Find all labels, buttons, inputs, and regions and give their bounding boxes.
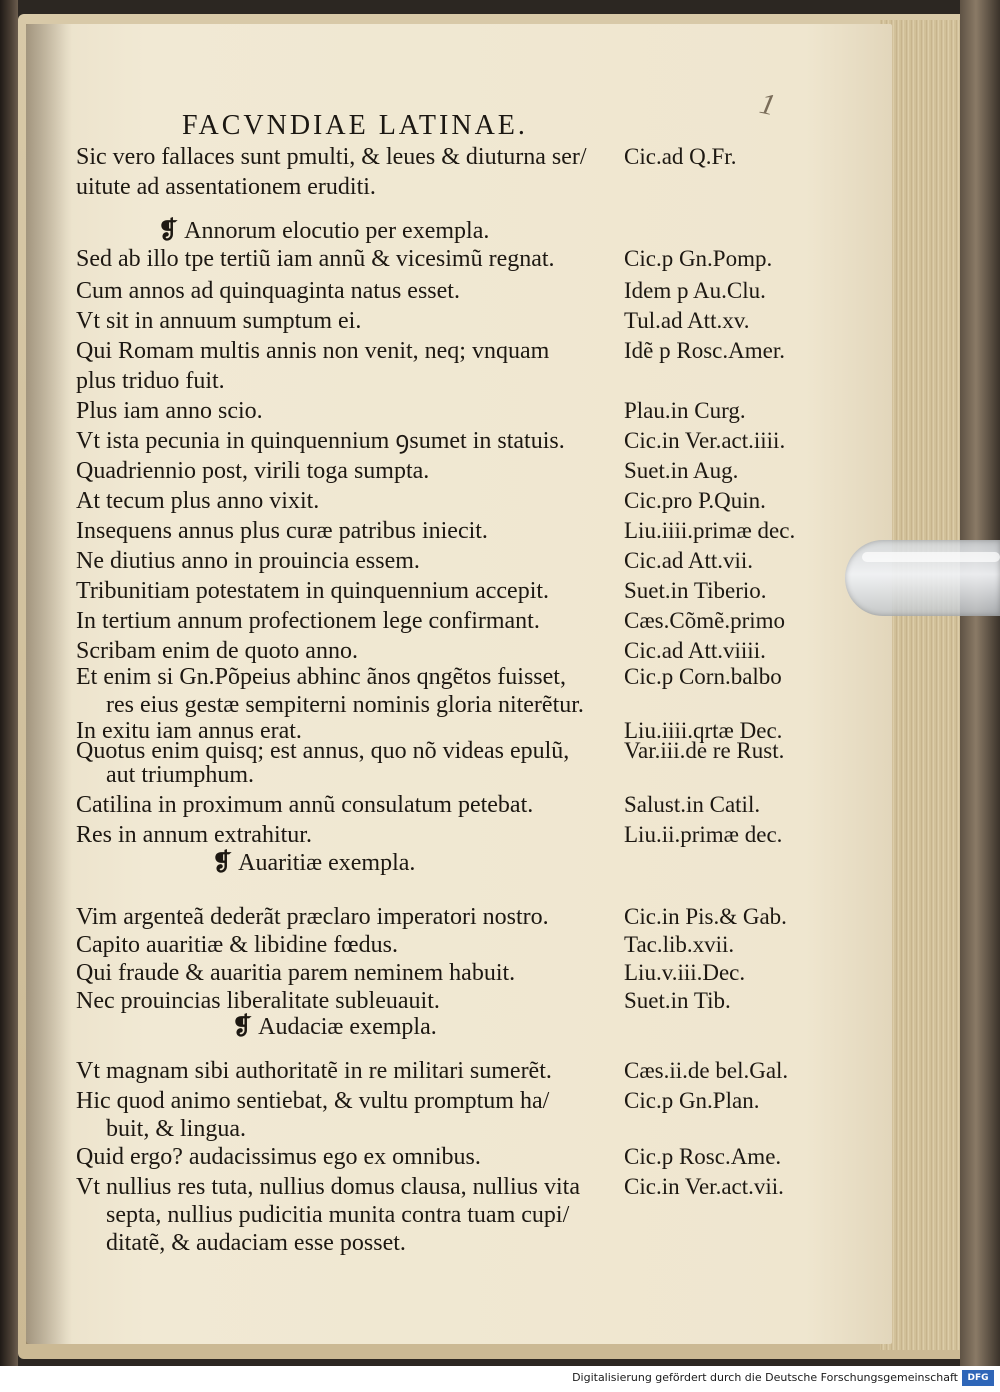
line-reference: Cæs.ii.de bel.Gal. [624,1058,789,1083]
text-line [0,306,866,336]
line-text: res eius gestæ sempiterni nominis gloria niterẽtur. [106,692,584,718]
line-text: Vt magnam sibi authoritatẽ in re militari sumerẽt. [76,1058,552,1084]
book-board-right [960,0,1000,1366]
text-line [0,172,866,202]
text-line [0,1056,866,1086]
text-line [0,902,866,932]
line-reference: Suet.in Aug. [624,458,739,483]
page-number: 1 [756,86,779,123]
line-text: Qui Romam multis annis non venit, neq; vnquam [76,338,550,364]
dfg-logo: DFG [962,1370,994,1386]
line-reference: Cic.in Ver.act.iiii. [624,428,786,453]
line-text: aut triumphum. [106,762,254,788]
line-text: Vt nullius res tuta, nullius domus clausa, nullius vita [76,1174,580,1200]
glass-clip-highlight [862,552,1000,562]
line-text: Qui fraude & auaritia parem neminem habuit. [76,960,516,986]
line-reference: Plau.in Curg. [624,398,746,423]
text-line [0,930,866,960]
line-text: Et enim si Gn.Põpeius abhinc ãnos qngẽtos fuisset, [76,664,566,690]
text-line [0,790,866,820]
line-text: Quotus enim quisq; est annus, quo nõ videas epulũ, [76,738,570,764]
line-text: plus triduo fuit. [76,368,225,394]
text-line [0,546,866,576]
line-text: Vim argenteã dederãt præclaro imperatori nostro. [76,904,549,930]
section-heading [158,216,489,246]
text-line [0,486,866,516]
line-reference: Cic.in Pis.& Gab. [624,904,787,929]
line-text: Quadriennio post, virili toga sumpta. [76,458,430,484]
line-reference: Cic.pro P.Quin. [624,488,766,513]
line-reference: Suet.in Tiberio. [624,578,767,603]
section-heading-text: Annorum elocutio per exempla. [184,218,490,244]
text-line [0,142,866,172]
text-line [0,396,866,426]
line-reference: Idẽ p Rosc.Amer. [624,338,785,363]
pilcrow-icon: ❡ [158,218,179,244]
line-reference: Var.iii.de re Rust. [624,738,785,763]
line-text: In tertium annum profectionem lege confirmant. [76,608,540,634]
text-line [0,576,866,606]
line-reference: Tul.ad Att.xv. [624,308,750,333]
line-reference: Liu.v.iii.Dec. [624,960,746,985]
line-text: septa, nullius pudicitia munita contra tuam cupi/ [106,1202,570,1228]
line-text: ditatẽ, & audaciam esse posset. [106,1230,406,1256]
line-reference: Cic.ad Q.Fr. [624,144,737,169]
text-line [0,1086,866,1116]
line-text: Scribam enim de quoto anno. [76,638,358,664]
text-line [0,606,866,636]
line-reference: Cic.ad Att.viiii. [624,638,766,663]
text-line [0,820,866,850]
line-text: Quid ergo? audacissimus ego ex omnibus. [76,1144,481,1170]
line-reference: Cic.in Ver.act.vii. [624,1174,784,1199]
line-reference: Suet.in Tib. [624,988,731,1013]
text-line [0,662,866,692]
line-reference: Cic.p Corn.balbo [624,664,782,689]
line-text: Ne diutius anno in prouincia essem. [76,548,420,574]
text-line [0,336,866,366]
line-reference: Cic.p Rosc.Ame. [624,1144,782,1169]
line-text: Sic vero fallaces sunt pmulti, & leues & diuturna ser/ [76,144,587,170]
line-reference: Cic.ad Att.vii. [624,548,754,573]
line-reference: Cic.p Gn.Pomp. [624,246,773,271]
line-reference: Tac.lib.xvii. [624,932,735,957]
line-reference: Cæs.Cõmẽ.primo [624,608,786,633]
line-text: Cum annos ad quinquaginta natus esset. [76,278,460,304]
text-line [0,456,866,486]
line-text: buit, & lingua. [106,1116,246,1142]
line-text: Hic quod animo sentiebat, & vultu promptum ha/ [76,1088,550,1114]
text-line [0,244,866,274]
text-line [0,1172,866,1202]
section-heading-text: Audaciæ exempla. [258,1014,437,1040]
line-text: At tecum plus anno vixit. [76,488,320,514]
running-head: FACVNDIAE LATINAE. [182,110,528,141]
text-line [0,366,866,396]
text-line [0,276,866,306]
line-text: Sed ab illo tpe tertiũ iam annũ & vicesimũ regnat. [76,246,555,272]
text-line [0,1142,866,1172]
line-reference: Liu.iiii.qrtæ Dec. [624,718,783,743]
text-line [0,1114,866,1144]
text-line [0,516,866,546]
text-line [0,1228,866,1258]
pilcrow-icon: ❡ [232,1014,253,1040]
line-text: Nec prouincias liberalitate subleuauit. [76,988,440,1014]
line-reference: Salust.in Catil. [624,792,761,817]
line-text: Vt sit in annuum sumptum ei. [76,308,362,334]
footer [0,1366,1000,1392]
line-text: uitute ad assentationem eruditi. [76,174,376,200]
line-text: In exitu iam annus erat. [76,718,302,744]
line-text: Res in annum extrahitur. [76,822,312,848]
line-text: Plus iam anno scio. [76,398,263,424]
section-heading [232,1012,437,1042]
line-reference: Liu.ii.primæ dec. [624,822,783,847]
line-text: Tribunitiam potestatem in quinquennium accepit. [76,578,550,604]
section-heading-text: Auaritiæ exempla. [238,850,416,876]
section-heading [212,848,415,878]
line-text: Vt ista pecunia in quinquennium ꝯsumet in statuis. [76,428,565,454]
text-line [0,1200,866,1230]
line-reference: Cic.p Gn.Plan. [624,1088,760,1113]
line-text: Insequens annus plus curæ patribus iniecit. [76,518,488,544]
line-reference: Liu.iiii.primæ dec. [624,518,796,543]
text-line [0,958,866,988]
text-line [0,426,866,456]
text-line [0,760,866,790]
line-text: Catilina in proximum annũ consulatum petebat. [76,792,534,818]
line-reference: Idem p Au.Clu. [624,278,766,303]
pilcrow-icon: ❡ [212,850,233,876]
footer-credit: Digitalisierung gefördert durch die Deutsche Forschungsgemeinschaft [572,1371,958,1384]
line-text: Capito auaritiæ & libidine fœdus. [76,932,398,958]
